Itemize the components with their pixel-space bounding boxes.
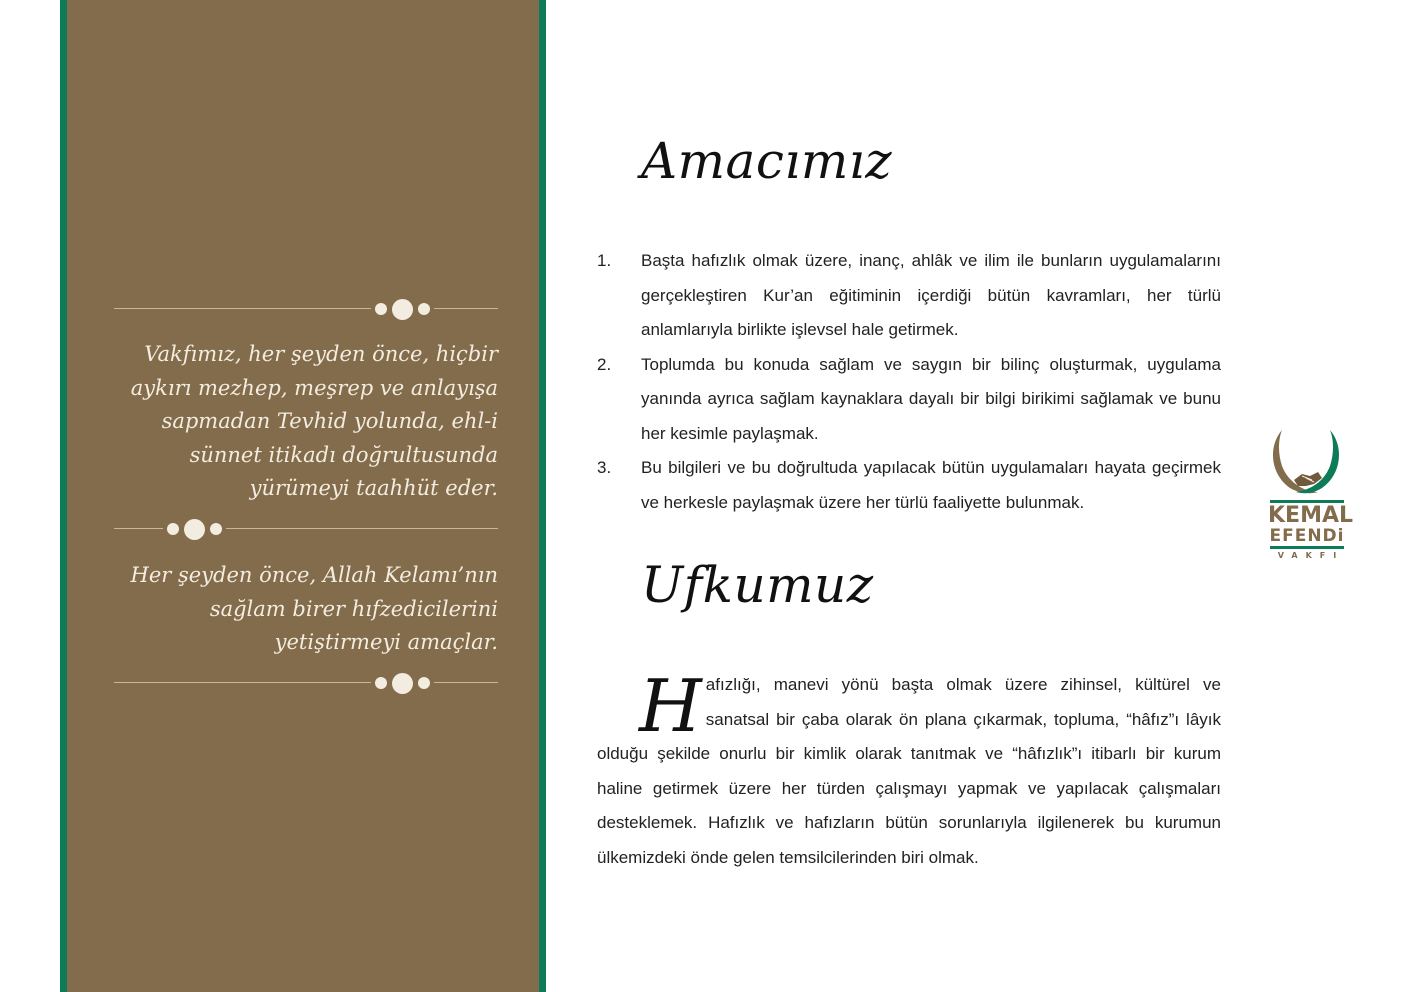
logo-wordmark [1268, 500, 1354, 561]
drop-cap: H [639, 664, 702, 748]
list-item [597, 244, 1221, 348]
ornament-divider [114, 298, 498, 320]
logo-line-2: EFENDi [1269, 526, 1345, 546]
vision-paragraph [597, 664, 1221, 875]
list-item-number: 3. [597, 458, 612, 477]
logo-line-1: KEMAL [1268, 503, 1354, 528]
ornament-divider [114, 518, 498, 540]
left-panel [60, 0, 546, 992]
quote-text-2: Her şeyden önce, Allah Kelamı’nın sağlam birer hıfzedicilerini yetiştirmeyi amaçlar. [130, 563, 498, 654]
purpose-list [597, 244, 1221, 520]
section-title-vision: Ufkumuz [641, 556, 874, 614]
list-item [597, 348, 1221, 452]
list-item-text: Toplumda bu konuda sağlam ve saygın bir bilinç oluşturmak, uygulama yanında ayrıca sağlam kaynaklara dayalı bir bilgi birikimi sağlamak ve bunu her kesimle paylaşmak. [641, 354, 1221, 443]
ornament-divider [114, 672, 498, 694]
quote-text-1: Vakfımız, her şeyden önce, hiçbir aykırı mezhep, meşrep ve anlayışa sapmadan Tevhid yolunda, ehl-i sünnet itikadı doğrultusunda yürümeyi taahhüt eder. [130, 342, 498, 500]
list-item-text: Bu bilgileri ve bu doğrultuda yapılacak bütün uygulamaları hayata geçirmek ve herkesle paylaşmak üzere her türlü faaliyette bulunmak. [641, 458, 1221, 512]
list-item-number: 1. [597, 251, 612, 270]
list-item-text: Başta hafızlık olmak üzere, inanç, ahlâk ve ilim ile bunların uygulamalarını gerçekleştiren Kur’an eğitiminin içerdiği bütün kavramları, her türlü anlamlarıyla birlikte işlevsel hale getirmek. [641, 251, 1221, 339]
logo-line-3: VAKFI [1277, 551, 1345, 560]
list-item [597, 451, 1221, 520]
section-title-purpose: Amacımız [641, 132, 893, 190]
vision-text: afızlığı, manevi yönü başta olmak üzere zihinsel, kültürel ve sanatsal bir çaba olarak ön plana çıkarmak, topluma, “hâfız”ı lâyık olduğu şekilde onurlu bir kimlik olarak tanıtmak ve “hâfızlık”ı itibarlı bir kurum haline getirmek üzere her türden çalışmayı yapmak ve yapılacak çalışmaları desteklemek. Hafızlık ve hafızların bütün sorunlarıyla ilgilenerek bu kurumun ülkemizdeki önde gelen temsilcilerinden biri olmak. [597, 675, 1221, 867]
list-item-number: 2. [597, 354, 612, 374]
